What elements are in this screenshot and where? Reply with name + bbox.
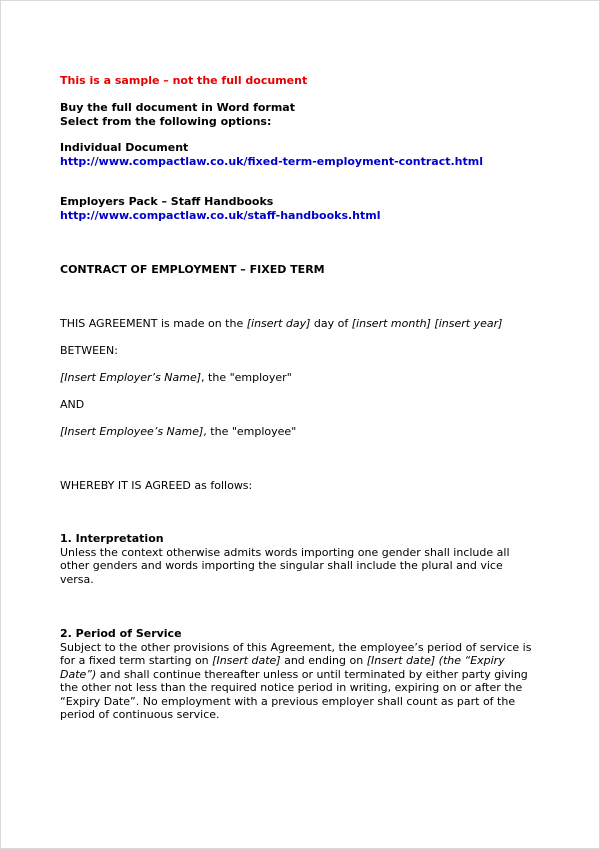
agreement-month: [insert month] xyxy=(351,317,431,330)
employer-suffix: , the "employer" xyxy=(201,371,292,384)
buy-line-1: Buy the full document in Word format xyxy=(60,101,295,114)
employee-suffix: , the "employee" xyxy=(203,425,297,438)
section-text-line xyxy=(60,668,544,682)
section-heading: 2. Period of Service xyxy=(60,627,182,640)
between-label: BETWEEN: xyxy=(60,344,118,357)
section-text-line xyxy=(60,654,544,668)
option-title: Employers Pack – Staff Handbooks xyxy=(60,195,274,208)
employer-name: [Insert Employer’s Name] xyxy=(60,371,202,384)
section-heading: 1. Interpretation xyxy=(60,532,164,545)
contract-title: CONTRACT OF EMPLOYMENT – FIXED TERM xyxy=(60,263,325,276)
agreement-line xyxy=(60,317,544,331)
employer-line xyxy=(60,371,544,385)
section-text-line: period of continuous service. xyxy=(60,708,220,721)
placeholder-end-date: [Insert date] (the “Expiry xyxy=(366,654,505,667)
employee-name: [Insert Employee’s Name] xyxy=(60,425,204,438)
text-run: for a fixed term starting on xyxy=(60,654,213,667)
text-run: and shall continue thereafter unless or until terminated by either party giving xyxy=(96,667,528,681)
employee-line xyxy=(60,425,544,439)
option-title: Individual Document xyxy=(60,141,189,154)
section-text-line: Subject to the other provisions of this Agreement, the employee’s period of service is xyxy=(60,640,532,654)
text-run: and ending on xyxy=(280,654,367,667)
agreement-year: [insert year] xyxy=(434,317,503,330)
option-link[interactable]: http://www.compactlaw.co.uk/staff-handbooks.html xyxy=(60,208,381,222)
section-period-of-service xyxy=(60,627,544,722)
option-link[interactable]: http://www.compactlaw.co.uk/fixed-term-employment-contract.html xyxy=(60,154,483,168)
section-text-line: versa. xyxy=(60,572,94,586)
section-interpretation xyxy=(60,532,544,586)
and-label: AND xyxy=(60,398,85,411)
placeholder-start-date: [Insert date] xyxy=(212,654,281,667)
whereby-line: WHEREBY IT IS AGREED as follows: xyxy=(60,479,253,492)
option-individual-document xyxy=(60,141,544,168)
buy-instructions xyxy=(60,101,544,128)
sample-notice: This is a sample – not the full document xyxy=(60,74,308,87)
agreement-day: [insert day] xyxy=(246,317,311,330)
buy-line-2: Select from the following options: xyxy=(60,114,272,128)
agreement-prefix: THIS AGREEMENT is made on the xyxy=(60,317,247,330)
option-employers-pack xyxy=(60,195,544,222)
section-text-line: the other not less than the required notice period in writing, expiring on or after the xyxy=(60,681,523,694)
section-text-line: “Expiry Date”. No employment with a previous employer shall count as part of the xyxy=(60,694,516,708)
agreement-mid: day of xyxy=(310,317,352,330)
expiry-date-term: Date”) xyxy=(60,667,97,681)
section-text-line: Unless the context otherwise admits words importing one gender shall include all xyxy=(60,545,510,559)
section-text-line: other genders and words importing the singular shall include the plural and vice xyxy=(60,559,503,572)
